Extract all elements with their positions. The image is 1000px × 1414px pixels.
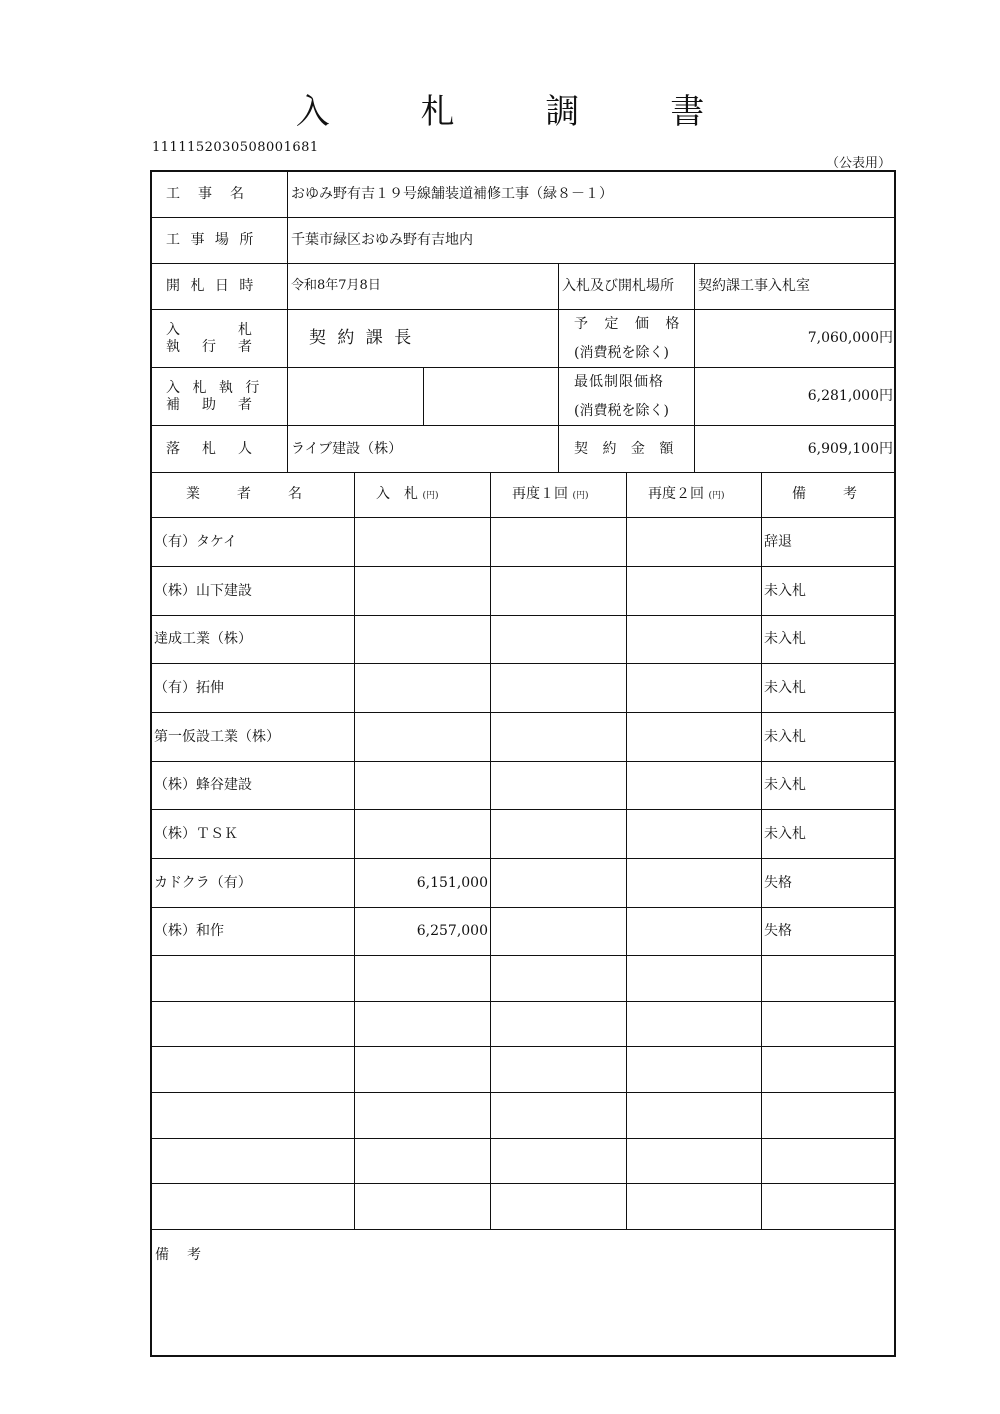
company-name: （株）蜂谷建設: [154, 777, 252, 793]
bid-header-label: 入 札: [376, 486, 418, 502]
planned-price: 7,060,000円: [807, 330, 893, 346]
row-divider: [152, 858, 896, 859]
min-price: 6,281,000円: [807, 388, 893, 404]
bid-header: [376, 487, 438, 501]
open-date: 令和8年7月8日: [291, 278, 381, 293]
note-header: 備 考: [792, 486, 860, 502]
row-divider: [152, 663, 896, 664]
col-divider: [354, 472, 355, 1229]
open-place: 契約課工事入札室: [698, 278, 810, 294]
row-divider: [152, 1001, 896, 1002]
row-divider: [152, 425, 896, 426]
min-price-note: (消費税を除く): [574, 403, 669, 419]
remarks-label: 備 考: [155, 1247, 203, 1263]
col-divider: [694, 263, 695, 472]
company-name: （有）拓伸: [154, 680, 224, 696]
row-divider: [152, 309, 896, 310]
assistant-label-line2: 補 助 者: [166, 397, 256, 413]
location-label: 工 事 場 所: [166, 232, 257, 248]
col-divider: [626, 472, 627, 1229]
rebid1-header-label: 再度１回: [512, 486, 568, 502]
bid-amount: 6,151,000: [416, 875, 488, 891]
bid-note: 未入札: [764, 680, 806, 696]
yen-unit: (円): [422, 491, 439, 501]
yen-unit: (円): [572, 491, 589, 501]
location: 千葉市緑区おゆみ野有吉地内: [291, 232, 473, 248]
rebid2-header-label: 再度２回: [648, 486, 704, 502]
bid-note: 失格: [764, 875, 792, 891]
row-divider: [152, 1046, 896, 1047]
bid-amount: 6,257,000: [416, 923, 488, 939]
row-divider: [152, 1183, 896, 1184]
executor: 契 約 課 長: [309, 328, 415, 348]
company-name: （株）山下建設: [154, 583, 252, 599]
row-divider: [152, 263, 896, 264]
project-name-label: 工 事 名: [166, 186, 246, 202]
public-label: （公表用）: [826, 156, 892, 171]
rebid1-header: [512, 487, 588, 501]
open-date-label: 開 札 日 時: [166, 278, 257, 294]
planned-price-note: (消費税を除く): [574, 345, 669, 361]
document-title: 入 札 調 書: [295, 92, 745, 132]
min-price-label: 最低制限価格: [574, 374, 664, 390]
row-divider: [152, 615, 896, 616]
row-divider: [152, 566, 896, 567]
row-divider: [152, 907, 896, 908]
winner-label: 落 札 人: [166, 441, 256, 457]
col-divider: [423, 367, 424, 425]
rebid2-header: [648, 487, 724, 501]
yen-unit: (円): [708, 491, 725, 501]
row-divider: [152, 472, 896, 473]
row-divider: [152, 517, 896, 518]
company-name: （株）和作: [154, 923, 224, 939]
contract-amount-label: 契 約 金 額: [574, 441, 679, 457]
row-divider: [152, 955, 896, 956]
contract-amount: 6,909,100円: [807, 441, 893, 457]
row-divider: [152, 217, 896, 218]
company-name: 第一仮設工業（株）: [154, 729, 280, 745]
col-divider: [558, 263, 559, 472]
open-place-label: 入札及び開札場所: [562, 278, 674, 294]
row-divider: [152, 761, 896, 762]
winner: ライブ建設（株）: [291, 441, 403, 457]
row-divider: [287, 367, 558, 368]
bid-note: 未入札: [764, 777, 806, 793]
col-divider: [761, 472, 762, 1229]
col-divider: [490, 472, 491, 1229]
company-name: （株）ＴＳＫ: [154, 826, 238, 842]
row-divider: [152, 809, 896, 810]
row-divider: [152, 1138, 896, 1139]
document-number: 1111152030508001681: [152, 140, 319, 155]
bid-note: 辞退: [764, 534, 792, 550]
bid-note: 未入札: [764, 826, 806, 842]
project-name: おゆみ野有吉１９号線舗装道補修工事（緑８－１）: [291, 186, 613, 202]
executor-label-line2: 執 行 者: [166, 339, 256, 355]
bid-note: 未入札: [764, 631, 806, 647]
row-divider: [152, 1229, 896, 1230]
assistant-label-line1: 入 札 執 行: [166, 380, 264, 396]
bid-note: 未入札: [764, 729, 806, 745]
company-name: （有）タケイ: [154, 534, 238, 550]
bid-record-form: [150, 170, 896, 1357]
planned-price-label: 予 定 価 格: [574, 316, 686, 332]
bid-note: 未入札: [764, 583, 806, 599]
executor-label-line1: 入 札: [166, 322, 256, 338]
bid-note: 失格: [764, 923, 792, 939]
company-header: 業 者 名: [186, 486, 305, 502]
col-divider: [287, 172, 288, 472]
company-name: 達成工業（株）: [154, 631, 252, 647]
company-name: カドクラ（有）: [154, 875, 252, 891]
row-divider: [152, 1092, 896, 1093]
row-divider: [152, 712, 896, 713]
